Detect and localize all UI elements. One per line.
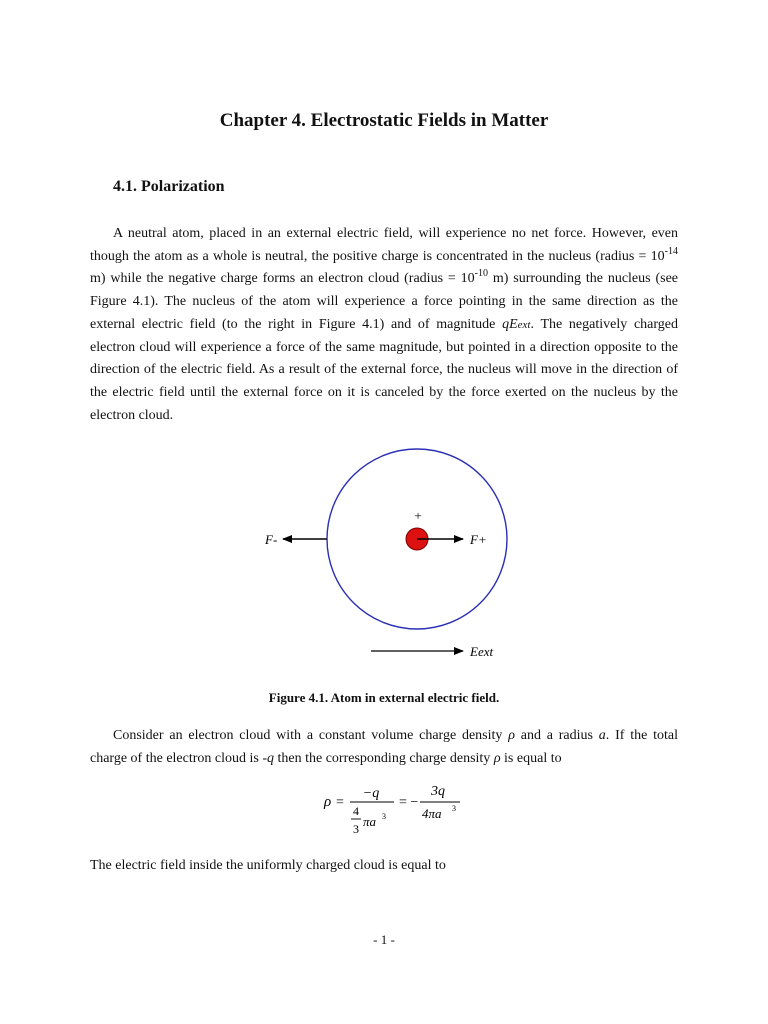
- charge-density-equation: [300, 775, 500, 840]
- atom-figure: [0, 440, 768, 670]
- p2-text-4: then the corresponding charge density: [274, 750, 494, 766]
- p2-text-5: is equal to: [500, 750, 562, 766]
- p1-text-4: . The negatively charged electron cloud will experience a force of the same magnitude, but pointed in a direction opposite to the direction of the electric field. As a result of the external force, the nucleus will move in the direction of the electric field until the external force on it is canceled by the force exerted on the nucleus by the electron cloud.: [90, 316, 678, 423]
- eq-rho: ρ: [324, 794, 332, 810]
- figure-caption: Figure 4.1. Atom in external electric field.: [268, 690, 500, 705]
- p1-text-3: m) surrounding the nucleus (see Figure 4.1). The nucleus of the atom will experience a force pointing in the same direction as the external electric field (to the right in Figure 4.1) and of magnitude: [90, 271, 678, 332]
- eq-cube-1: 3: [382, 812, 386, 821]
- p2-text-2: and a radius: [514, 728, 599, 743]
- paragraph-charge-density: [90, 725, 678, 770]
- force-plus-label: F+: [470, 532, 487, 547]
- p2-rho-2: ρ: [493, 750, 501, 766]
- paragraph-polarization-intro: [90, 223, 678, 427]
- p2-radius-symbol: a: [598, 728, 606, 743]
- p2-rho-1: ρ: [508, 728, 515, 743]
- p1-text-1: A neutral atom, placed in an external electric field, will experience no net force. However, even though the atom as a whole is neutral, the positive charge is concentrated in the nucleus (radius = 10: [90, 226, 678, 264]
- p2-text-1: Consider an electron cloud with a constant volume charge density: [113, 728, 509, 743]
- eq-equals-minus: = −: [399, 795, 419, 810]
- eq-pi-a: πa: [363, 814, 377, 829]
- p1-force-symbol: qE: [502, 316, 518, 332]
- force-minus-label: F-: [265, 532, 278, 547]
- nucleus-plus-label: +: [414, 508, 422, 523]
- p2-text-3: . If the total charge of the electron cloud is: [90, 728, 678, 766]
- eq-cube-2: 3: [452, 804, 456, 813]
- p1-exponent-1: -14: [664, 245, 678, 257]
- eq-numerator-1: −q: [362, 786, 380, 801]
- p1-exponent-2: -10: [474, 268, 489, 280]
- chapter-title: Chapter 4. Electrostatic Fields in Matter: [219, 110, 549, 131]
- eq-numerator-2: 3q: [431, 784, 445, 799]
- eq-small-denominator: 3: [353, 822, 359, 836]
- page-number: - 1 -: [373, 932, 395, 947]
- p2-charge-symbol: -q: [262, 750, 275, 766]
- eq-denominator-2: 4πa: [422, 806, 442, 821]
- paragraph-electric-field: The electric field inside the uniformly charged cloud is equal to: [90, 858, 446, 873]
- section-heading: 4.1. Polarization: [113, 178, 225, 195]
- eq-small-numerator: 4: [353, 804, 359, 818]
- p1-text-2: m) while the negative charge forms an electron cloud (radius = 10: [90, 271, 475, 287]
- eq-equals-1: =: [336, 795, 344, 810]
- p1-force-subscript: ext: [517, 318, 531, 331]
- external-field-label: Eext: [470, 644, 494, 659]
